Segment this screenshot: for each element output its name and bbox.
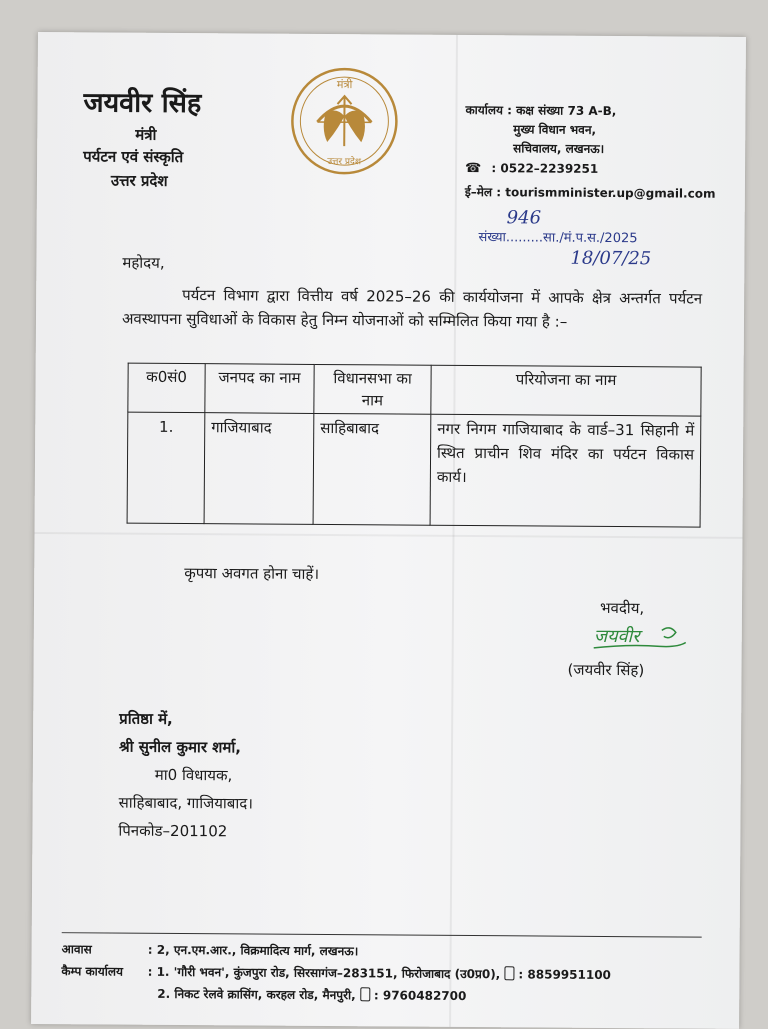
footer-addresses bbox=[61, 938, 611, 1008]
recipient-pincode: पिनकोड–201102 bbox=[118, 817, 253, 846]
recipient-name: श्री सुनील कुमार शर्मा, bbox=[119, 733, 254, 762]
footer-divider bbox=[62, 932, 702, 937]
table-header-district: जनपद का नाम bbox=[205, 364, 314, 414]
salutation: महोदय, bbox=[122, 253, 164, 273]
email-address: tourismminister.up@gmail.com bbox=[505, 185, 715, 200]
office-line-2: मुख्य विधान भवन, bbox=[465, 120, 616, 140]
project-table bbox=[127, 363, 702, 528]
camp-office-label: कैम्प कार्यालय bbox=[61, 960, 143, 983]
camp-address-2: 2. निकट रेलवे क्रासिंग, करहल रोड, मैनपुरी, bbox=[157, 987, 356, 1002]
office-line-3: सचिवालय, लखनऊ। bbox=[465, 139, 616, 159]
table-header-row bbox=[128, 363, 701, 416]
office-label: कार्यालय bbox=[465, 103, 503, 117]
office-phone-number: 0522–2239251 bbox=[500, 161, 598, 176]
recipient-place: साहिबाबाद, गाजियाबाद। bbox=[119, 789, 254, 818]
minister-title: मंत्री bbox=[135, 125, 156, 145]
signature-text: जयवीर bbox=[594, 625, 644, 647]
reference-number-handwritten: 946 bbox=[507, 207, 542, 228]
paper-fold-vertical bbox=[449, 35, 458, 1027]
residence-address: : 2, एन.एम.आर., विक्रमादित्य मार्ग, लखनऊ। bbox=[148, 943, 359, 958]
camp-phone-2: : 9760482700 bbox=[374, 988, 467, 1003]
table-cell-serial: 1. bbox=[127, 412, 205, 524]
table-header-constituency: विधानसभा का नाम bbox=[314, 364, 431, 414]
office-line-1: कक्ष संख्या 73 A-B, bbox=[516, 103, 616, 118]
table-row bbox=[127, 412, 701, 527]
mobile-phone-icon bbox=[504, 966, 514, 980]
table-header-project: परियोजना का नाम bbox=[431, 365, 701, 416]
minister-state: उत्तर प्रदेश bbox=[111, 171, 168, 191]
recipient-block bbox=[118, 705, 253, 846]
letter-body: पर्यटन विभाग द्वारा वित्तीय वर्ष 2025–26 की कार्ययोजना में आपके क्षेत्र अन्तर्गत पर्यटन अवस्थापना सुविधाओं के विकास हेतु निम्न योजनाओं को सम्मिलित किया गया है :– bbox=[122, 283, 702, 335]
government-seal-icon bbox=[289, 66, 400, 177]
mobile-phone-icon bbox=[360, 987, 370, 1001]
camp-address-1: : 1. 'गौरी भवन', कुंजपुरा रोड, सिरसागंज–283151, फिरोजाबाद (उ0प्र0), bbox=[148, 965, 501, 981]
reference-label: संख्या.........सा./मं.प.स./2025 bbox=[479, 227, 638, 246]
email-label: ई–मेल bbox=[465, 185, 492, 199]
recipient-to: प्रतिष्ठा में, bbox=[119, 705, 254, 734]
camp-phone-1: : 8859951100 bbox=[518, 967, 611, 982]
table-cell-project: नगर निगम गाजियाबाद के वार्ड–31 सिहानी में स्थित प्राचीन शिव मंदिर का पर्यटन विकास कार्य। bbox=[430, 414, 701, 527]
closing-request: कृपया अवगत होना चाहें। bbox=[184, 563, 319, 584]
office-phone: ☎ : 0522–2239251 bbox=[465, 161, 598, 177]
office-address: कार्यालय : कक्ष संख्या 73 A-B, मुख्य विधान भवन, सचिवालय, लखनऊ। bbox=[465, 101, 616, 159]
seal-bottom-text: उत्तर प्रदेश bbox=[327, 155, 362, 167]
table-cell-district: गाजियाबाद bbox=[204, 413, 314, 525]
signature-image bbox=[590, 620, 690, 655]
minister-name: जयवीर सिंह bbox=[83, 82, 201, 120]
table-header-serial: क0सं0 bbox=[128, 363, 205, 413]
telephone-icon: ☎ bbox=[465, 161, 481, 176]
reference-date-handwritten: 18/07/25 bbox=[570, 248, 651, 270]
residence-label: आवास bbox=[62, 938, 144, 961]
seal-top-text: मंत्री bbox=[337, 78, 353, 91]
table-cell-constituency: साहिबाबाद bbox=[313, 413, 431, 525]
minister-department: पर्यटन एवं संस्कृति bbox=[83, 146, 183, 167]
letter-page bbox=[31, 32, 746, 1029]
office-email: ई–मेल : tourismminister.up@gmail.com bbox=[465, 183, 716, 202]
recipient-designation: मा0 विधायक, bbox=[119, 761, 254, 790]
closing-yours: भवदीय, bbox=[600, 598, 644, 618]
paper-fold-horizontal bbox=[34, 532, 742, 539]
signatory-name: (जयवीर सिंह) bbox=[567, 660, 644, 681]
